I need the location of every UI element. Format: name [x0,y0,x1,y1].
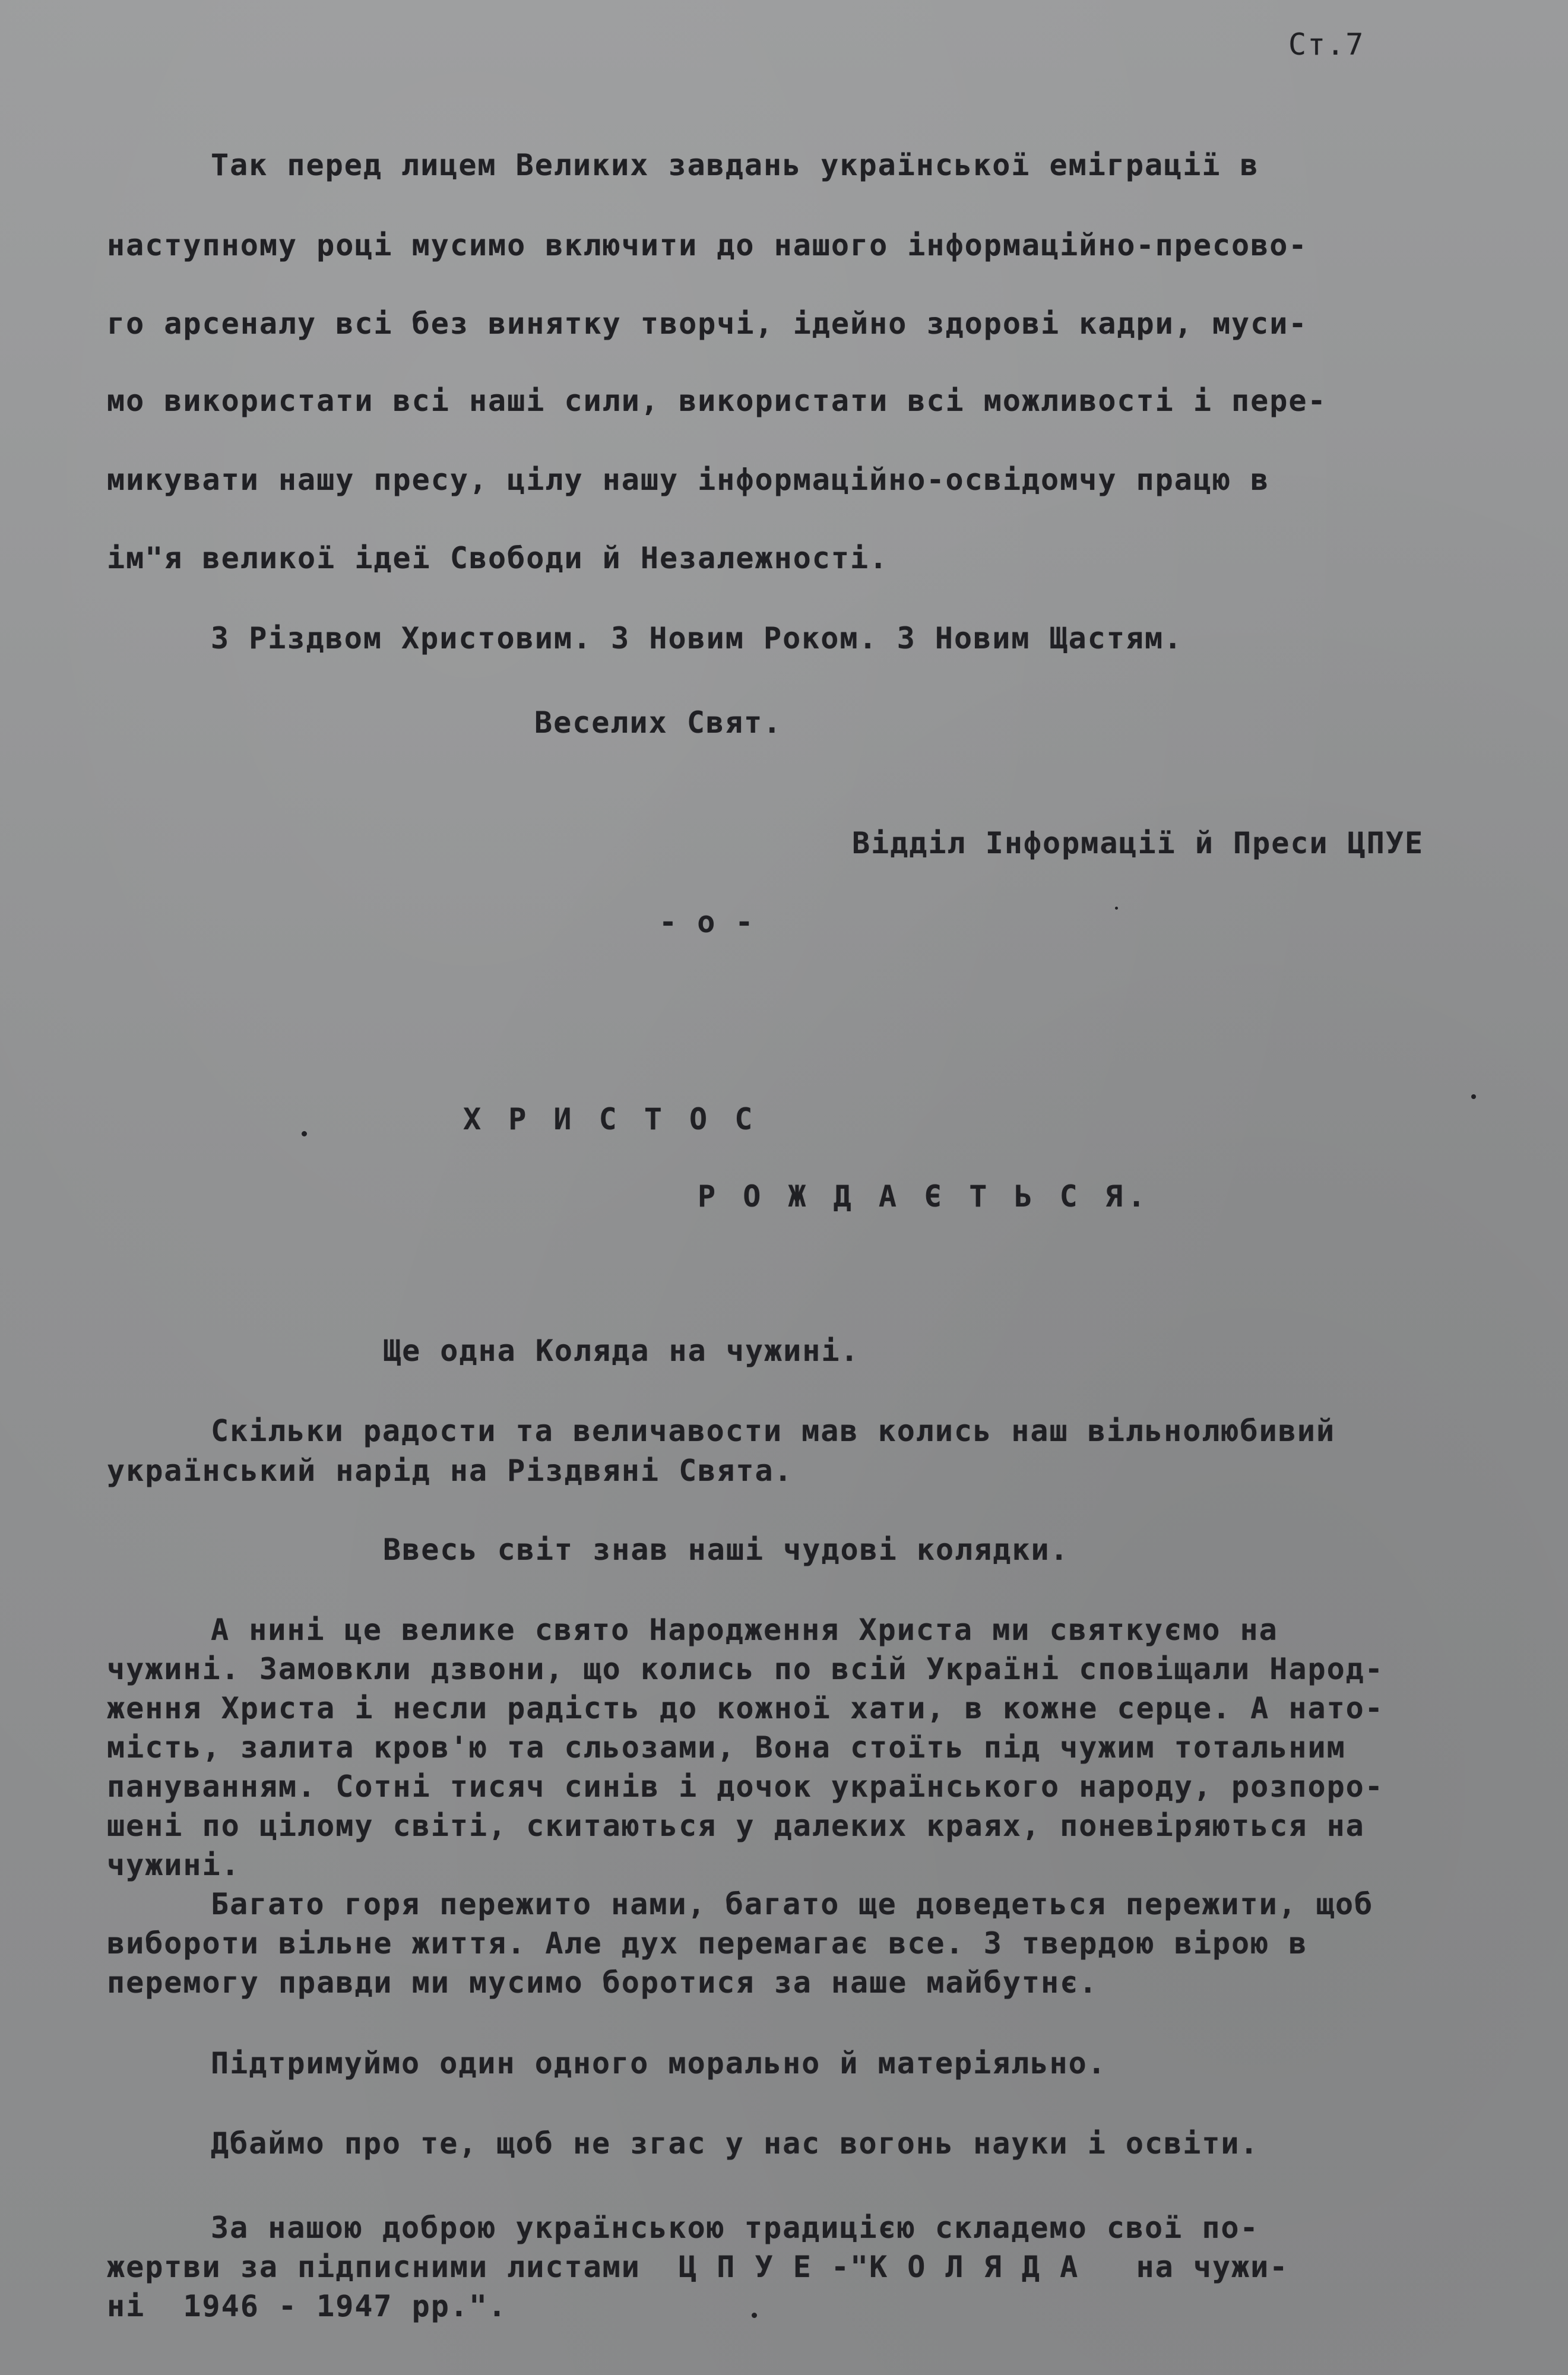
paragraph-line: ження Христа і несли радість до кожної хати, в кожне серце. А нато- [107,1691,1384,1725]
page-number: Ст.7 [1288,27,1365,62]
paragraph-line: Скільки радости та величавости мав колись наш вільнолюбивий [211,1414,1336,1448]
paragraph-line: наступному році мусимо включити до нашого інформаційно-пресово- [107,228,1308,262]
paragraph-line: го арсеналу всі без винятку творчі, ідейно здорові кадри, муси- [107,306,1308,341]
paragraph-line: український нарід на Різдвяні Свята. [107,1454,793,1488]
title-line: Х Р И С Т О С [463,1102,758,1136]
paragraph-line: шені по цілому світі, скитаються у далеких краях, поневіряються на [107,1809,1365,1843]
paragraph-line: перемогу правди ми мусимо боротися за наше майбутнє. [107,1965,1098,2000]
paragraph-line: мо використати всі наші сили, використати всі можливості і пере- [107,384,1327,418]
paragraph-line: вибороти вільне життя. Але дух перемагає все. З твердою вірою в [107,1926,1308,1961]
ink-speck [752,2313,757,2318]
ink-speck [302,1131,307,1136]
paragraph-line: А нині це велике свято Народження Христа ми святкуємо на [211,1613,1278,1647]
ink-speck [1471,1094,1476,1099]
paragraph-line: Дбаймо про те, щоб не згас у нас вогонь науки і освіти. [211,2126,1259,2161]
paragraph-line: Підтримуймо один одного морально й матеріяльно. [211,2046,1107,2080]
paragraph-line: жертви за підписними листами Ц П У Е -"К О Л Я Д А на чужи- [107,2250,1289,2284]
subtitle: Ще одна Коляда на чужині. [383,1334,860,1368]
paragraph-line: Ввесь світ знав наші чудові колядки. [383,1532,1069,1567]
paragraph-line: пануванням. Сотні тисяч синів і дочок українського народу, розпоро- [107,1769,1384,1804]
greeting-line: Веселих Свят. [534,705,783,740]
paragraph-line: мість, залита кров'ю та сльозами, Вона стоїть під чужим тотальним [107,1730,1346,1765]
paragraph-line: чужині. Замовкли дзвони, що колись по всій Україні сповіщали Народ- [107,1652,1384,1686]
separator: - о - [659,905,755,939]
signature: Відділ Інформації й Преси ЦПУЕ [852,826,1424,860]
title-line: Р О Ж Д А Є Т Ь С Я. [698,1179,1151,1214]
ink-speck [1115,907,1118,910]
paragraph-line: ім"я великої ідеї Свободи й Незалежності. [107,541,889,575]
paragraph-line: За нашою доброю українською традицією складемо свої по- [211,2211,1259,2245]
paragraph-line: ні 1946 - 1947 рр.". [107,2289,508,2323]
paragraph-line: Так перед лицем Великих завдань української еміграції в [211,148,1259,182]
paragraph-line: микувати нашу пресу, цілу нашу інформаційно-освідомчу працю в [107,463,1270,497]
paragraph-line: Багато горя пережито нами, багато ще доведеться пережити, щоб [211,1887,1374,1921]
greeting-line: З Різдвом Христовим. З Новим Роком. З Новим Щастям. [211,621,1183,656]
paragraph-line: чужині. [107,1848,240,1882]
